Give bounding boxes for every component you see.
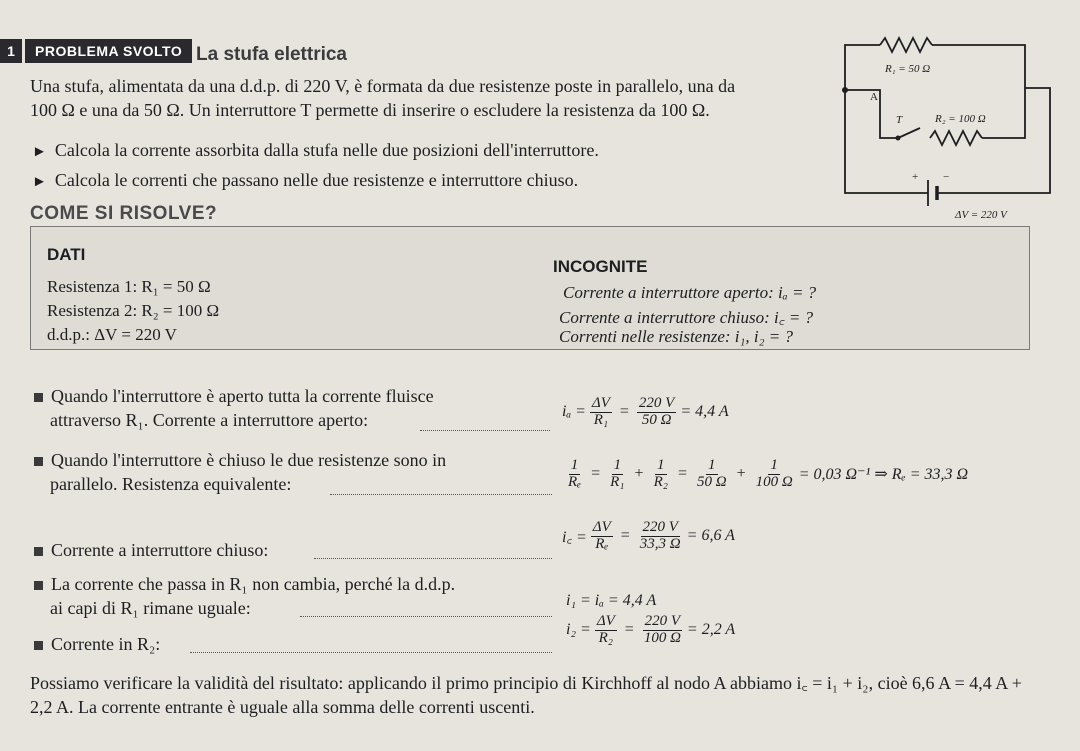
arrow-bullet-icon: ► — [32, 144, 47, 160]
problem-line-2: 100 Ω e una da 50 Ω. Un interruttore T permette di inserire o escludere la resistenza da 100 Ω. — [30, 100, 710, 120]
data-title: DATI — [47, 245, 86, 264]
formula-result: = 4,4 A — [680, 403, 729, 421]
numerator: 1 — [708, 457, 716, 473]
numerator: ΔV — [596, 613, 615, 629]
plus-sign: + — [736, 465, 746, 483]
square-bullet-icon — [34, 641, 43, 650]
step-4-text: La corrente che passa in R₁ non cambia, perché la d.d.p. — [51, 574, 456, 594]
problem-number: 1 — [0, 39, 22, 63]
formula-lhs: i꜀ = — [562, 529, 587, 547]
formula-step-2 — [562, 458, 968, 491]
fraction — [642, 614, 683, 647]
denominator: R₁ — [593, 411, 609, 428]
denominator: Rₑ — [568, 473, 582, 490]
dotted-leader — [330, 494, 552, 495]
step-4-line-1 — [34, 574, 455, 595]
plus-sign: + — [634, 465, 644, 483]
denominator: 33,3 Ω — [639, 535, 681, 552]
problem-line-1: Una stufa, alimentata da una d.d.p. di 220 V, è formata da due resistenze poste in parallelo, una da — [30, 76, 736, 96]
problem-title: La stufa elettrica — [196, 44, 347, 65]
numerator: ΔV — [592, 519, 611, 535]
node-a-label: A — [870, 91, 878, 103]
step-1-text: Quando l'interruttore è aperto tutta la corrente fluisce — [51, 386, 434, 406]
denominator: R₂ — [598, 629, 613, 646]
denominator: R₂ — [653, 473, 668, 490]
numerator: 220 V — [644, 613, 681, 629]
fraction — [695, 458, 729, 491]
problem-badge-label: PROBLEMA SVOLTO — [25, 39, 192, 63]
conclusion-paragraph: Possiamo verificare la validità del risultato: applicando il primo principio di Kirchhoff al nodo A abbiamo i꜀ = i₁ + i₂, cioè 6,6 A = 4,4 A + 2,2 A. La corrente entrante è uguale alla somma delle correnti uscenti. — [30, 673, 1022, 717]
fraction — [754, 458, 795, 491]
formula-text: i₁ = iₐ = 4,4 A — [566, 592, 657, 609]
switch-t — [898, 128, 920, 138]
denominator: 50 Ω — [696, 473, 727, 490]
voltage-label: ΔV = 220 V — [955, 209, 1007, 221]
resistor-r1 — [880, 38, 932, 52]
data-box — [30, 226, 1030, 350]
resistor-r2 — [930, 131, 982, 145]
dotted-leader — [420, 430, 550, 431]
formula-step-5 — [566, 614, 735, 647]
r2-label: R₂ = 100 Ω — [935, 113, 986, 125]
formula-lhs: iₐ = — [562, 403, 586, 421]
dotted-leader — [300, 616, 552, 617]
task-1-text: Calcola la corrente assorbita dalla stufa nelle due posizioni dell'interruttore. — [54, 140, 599, 160]
denominator: 50 Ω — [641, 411, 672, 428]
fraction — [637, 396, 676, 429]
square-bullet-icon — [34, 393, 43, 402]
step-3-text: Corrente a interruttore chiuso: — [51, 540, 269, 560]
unknown-row: Corrente a interruttore aperto: iₐ = ? — [563, 283, 817, 302]
equals-sign: = — [624, 621, 634, 639]
node-a — [842, 87, 848, 93]
formula-step-3 — [562, 520, 735, 553]
step-1-line-1 — [34, 386, 434, 407]
numerator: 220 V — [638, 395, 675, 411]
data-row: Resistenza 1: R₁ = 50 Ω — [47, 277, 211, 296]
denominator: 100 Ω — [755, 473, 793, 490]
square-bullet-icon — [34, 457, 43, 466]
denominator: 100 Ω — [643, 629, 681, 646]
numerator: ΔV — [591, 395, 610, 411]
denominator: Rₑ — [595, 535, 609, 552]
data-row: Resistenza 2: R₂ = 100 Ω — [47, 301, 220, 320]
switch-label: T — [896, 114, 903, 126]
equals-sign: = — [591, 465, 601, 483]
fraction — [638, 520, 683, 553]
unknowns-title: INCOGNITE — [553, 257, 648, 276]
task-1 — [32, 140, 599, 161]
data-row: d.d.p.: ΔV = 220 V — [47, 325, 177, 344]
equals-sign: = — [619, 403, 629, 421]
formula-result: = 2,2 A — [686, 621, 736, 639]
section-title: COME SI RISOLVE? — [30, 203, 218, 224]
formula-result: = 6,6 A — [686, 527, 735, 545]
numerator: 1 — [770, 457, 778, 473]
step-5-line — [34, 634, 160, 655]
step-5-text: Corrente in R₂: — [51, 634, 161, 654]
fraction — [566, 458, 583, 491]
task-2 — [32, 170, 578, 191]
circuit-diagram — [840, 30, 1065, 225]
formula-lhs: i₂ = — [566, 621, 591, 639]
task-2-text: Calcola le correnti che passano nelle due resistenze e interruttore chiuso. — [54, 170, 579, 190]
dotted-leader — [190, 652, 552, 653]
fraction — [595, 614, 617, 647]
step-3-line — [34, 540, 268, 561]
formula-result: = 0,03 Ω⁻¹ ⇒ Rₑ = 33,3 Ω — [798, 466, 969, 484]
minus-label: − — [943, 171, 950, 183]
step-4-line-2: ai capi di R₁ rimane uguale: — [50, 598, 251, 618]
step-2-text: Quando l'interruttore è chiuso le due resistenze sono in — [51, 450, 447, 470]
step-2-line-2: parallelo. Resistenza equivalente: — [50, 474, 292, 494]
fraction — [608, 458, 626, 491]
equals-sign: = — [677, 465, 687, 483]
numerator: 1 — [613, 457, 622, 473]
fraction — [590, 396, 612, 429]
denominator: R₁ — [610, 473, 625, 490]
numerator: 1 — [657, 457, 665, 473]
step-1-line-2: attraverso R₁. Corrente a interruttore aperto: — [50, 410, 369, 430]
step-2-line-1 — [34, 450, 446, 471]
formula-step-4 — [566, 592, 656, 610]
numerator: 1 — [570, 457, 579, 473]
unknown-row: Corrente a interruttore chiuso: i꜀ = ? — [559, 308, 814, 327]
unknown-row: Correnti nelle resistenze: i₁, i₂ = ? — [559, 327, 794, 346]
square-bullet-icon — [34, 547, 43, 556]
formula-step-1 — [562, 396, 729, 429]
arrow-bullet-icon: ► — [32, 174, 47, 190]
fraction — [652, 458, 670, 491]
numerator: 220 V — [642, 519, 678, 535]
plus-label: + — [912, 171, 919, 183]
equals-sign: = — [620, 527, 630, 545]
square-bullet-icon — [34, 581, 43, 590]
problem-badge — [0, 38, 192, 64]
fraction — [591, 520, 613, 553]
dotted-leader — [314, 558, 552, 559]
r1-label: R₁ = 50 Ω — [885, 63, 931, 75]
